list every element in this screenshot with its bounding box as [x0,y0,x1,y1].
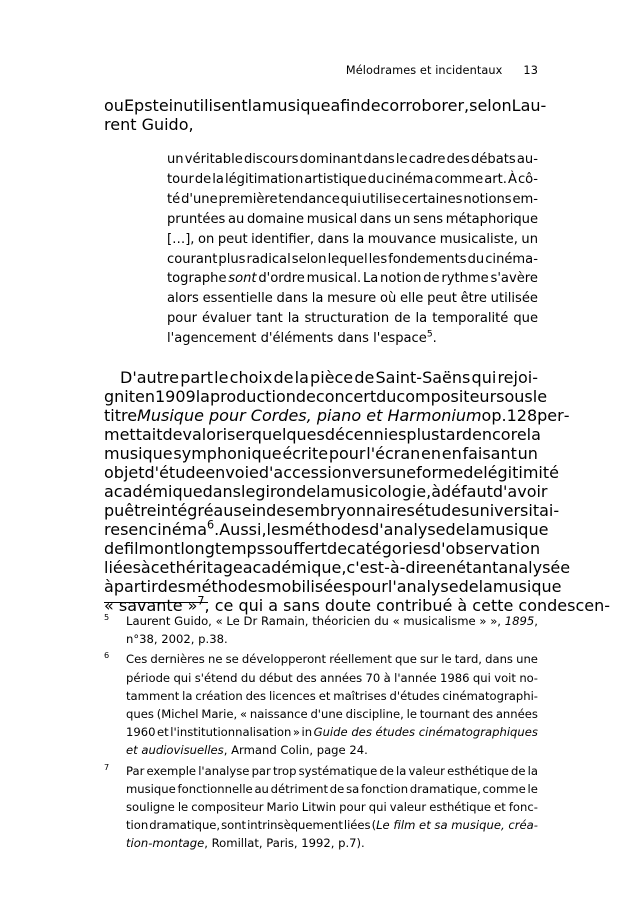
block-quote [167,150,538,349]
footnote-text [126,650,538,759]
text-line: ou Epstein utilisent la musique afin de corroborer, selon Lau‑ [104,96,547,115]
text-line: res en cinéma$^6$. Aussi, les méthodes d'analyse de la musique [104,518,549,540]
text-line: alors essentielle dans la mesure où elle peut être utilisée [167,291,538,307]
text-line: musique fonctionnelle au détriment de sa fonction dramatique, comme le [126,781,538,796]
text-line: tion dramatique, sont intrinsèquement liées (Le film et sa musique, créa‑ [126,818,538,833]
text-line: tamment la création des licences et maîtrises d'études cinématographi‑ [126,688,538,703]
text-line: liées à cet héritage académique, c'est‑à‑dire en étant analysée [104,558,571,578]
text-line: tour de la légitimation artistique du cinéma comme art. À cô‑ [167,171,538,187]
text-line: pour évaluer tant la structuration de la temporalité que [167,311,538,327]
running-head [104,64,538,77]
footnote [104,612,538,648]
footnote-number: 7 [104,761,110,772]
text-line: pu être intégré au sein des embryonnaires études universitai‑ [104,501,560,521]
text-line: Par exemple l'analyse par trop systématique de la valeur esthétique de la [126,763,538,778]
text-line: pruntées au domaine musical dans un sens métaphorique [167,211,538,227]
footnote-separator-rule [104,602,208,603]
text-line: Ces dernières ne se développeront réellement que sur le tard, dans une [126,652,538,667]
footnote [104,762,538,853]
text-line: 1960 et l'institutionnalisation » in Guide des études cinématographiques [126,725,538,740]
text-line: courant plus radical selon lequel les fondements du cinéma‑ [167,251,538,267]
text-line: D'autre part le choix de la pièce de Saint‑Saëns qui rejoi‑ [104,368,538,388]
footnote-text [126,612,538,648]
text-line: tographe sont d'ordre musical. La notion de rythme s'avère [167,271,538,287]
footnote [104,650,538,759]
footnotes-section [104,602,538,855]
text-line: rent Guido, [104,115,194,134]
body-column [104,96,611,616]
text-line: à partir des méthodes mobilisées pour l'analyse de la musique [104,577,562,597]
text-line: académique dans le giron de la musicologie, à défaut d'avoir [104,482,548,502]
paragraph-1 [104,96,547,134]
running-head-title: Mélodrames et incidentaux [345,64,503,77]
text-line: un véritable discours dominant dans le cadre des débats au‑ [167,152,538,167]
text-line: […], on peut identifier, dans la mouvance musicaliste, un [167,231,538,247]
text-line: objet d'étude en voie d'accession vers une forme de légitimité [104,463,559,483]
footnote-number: 5 [104,612,110,623]
text-line: mettait de valoriser quelques décennies plus tard encore la [104,425,541,445]
paragraph-spacer [104,349,538,368]
text-line: ques (Michel Marie, « naissance d'une discipline, le tournant des années [126,707,538,722]
text-line: l'agencement d'éléments dans l'espace$^5$. [167,328,437,347]
paragraph-2 [104,368,611,616]
text-line: titre Musique pour Cordes, piano et Harmonium op. 128 per‑ [104,406,570,426]
text-line: « savante »$^7$, ce qui a sans doute contribué à cette condescen‑ [104,594,611,616]
text-line: période qui s'étend du début des années 70 à l'année 1986 qui voit no‑ [126,670,538,685]
text-line: Laurent Guido, « Le Dr Ramain, théoricien du « musicalisme » », 1895, [126,614,538,628]
text-line: et audiovisuelles, Armand Colin, page 24. [126,743,368,758]
footnote-text [126,762,538,853]
page-number: 13 [523,64,538,77]
footnote-list [104,612,538,853]
text-line: musique symphonique écrite pour l'écran en en faisant un [104,444,538,464]
text-line: souligne le compositeur Mario Litwin pour qui valeur esthétique et fonc‑ [126,800,538,815]
text-line: n°38, 2002, p.38. [126,632,228,647]
text-line: gnit en 1909 la production de concert du compositeur sous le [104,387,548,407]
text-line: té d'une première tendance qui utilise certaines notions em‑ [167,191,538,207]
text-line: tion‑montage, Romillat, Paris, 1992, p.7). [126,836,365,851]
footnote-number: 6 [104,650,110,661]
text-line: de film ont longtemps souffert de catégories d'observation [104,539,541,559]
